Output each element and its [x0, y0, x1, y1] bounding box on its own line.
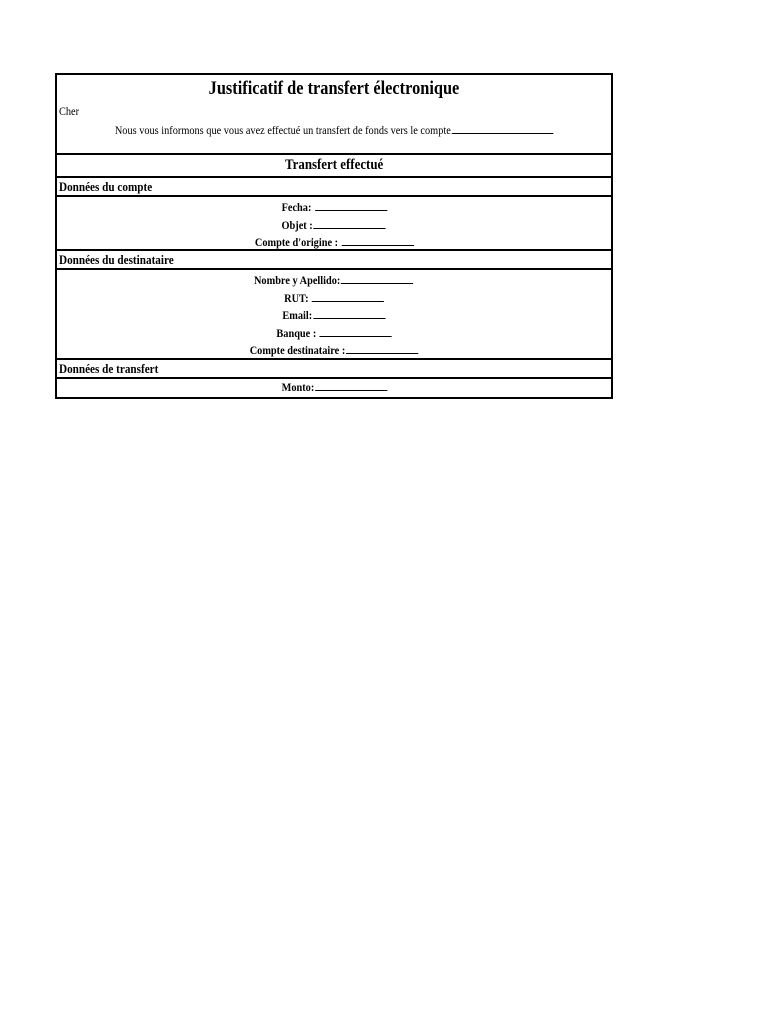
- field-compte-origine: [57, 234, 611, 252]
- transfer-title-row: [57, 155, 611, 178]
- field-banque: [57, 325, 611, 343]
- section-label-recipient: [57, 251, 611, 270]
- section-label-transfer: [57, 360, 611, 379]
- field-compte-destinataire-label: Compte destinataire :: [249, 343, 346, 358]
- field-banque-label: Banque :: [276, 325, 319, 340]
- transfer-receipt-form: [55, 73, 613, 399]
- section-label-account-text: Données du compte: [59, 179, 153, 194]
- document-title: Justificatif de transfert électronique: [208, 78, 460, 99]
- field-compte-origine-label: Compte d'origine :: [254, 235, 341, 250]
- intro-line: [96, 122, 572, 138]
- field-email: [57, 307, 611, 325]
- field-fecha-blank: [315, 199, 387, 211]
- field-email-blank: [313, 307, 385, 319]
- field-email-label: Email:: [282, 308, 313, 323]
- section-label-transfer-text: Données de transfert: [59, 361, 159, 376]
- field-fecha-label: Fecha:: [281, 200, 314, 214]
- field-objet-blank: [314, 217, 386, 229]
- field-compte-destinataire: [57, 342, 611, 360]
- field-nombre-label: Nombre y Apellido:: [254, 273, 341, 287]
- section-label-recipient-text: Données du destinataire: [59, 252, 174, 267]
- field-objet: [57, 217, 611, 235]
- field-monto: [57, 379, 611, 397]
- transfer-fields: [57, 379, 611, 397]
- field-rut: [57, 290, 611, 308]
- section-label-account: [57, 178, 611, 197]
- field-rut-label: RUT:: [283, 290, 311, 305]
- field-fecha: [57, 199, 611, 217]
- field-objet-label: Objet :: [281, 217, 314, 232]
- field-nombre: [57, 272, 611, 290]
- transfer-title: Transfert effectué: [284, 157, 384, 173]
- greeting-text: Cher: [59, 104, 80, 118]
- field-compte-destinataire-blank: [346, 342, 418, 354]
- intro-text: Nous vous informons que vous avez effectué un transfert de fonds vers le compte: [114, 123, 451, 137]
- field-monto-blank: [315, 379, 387, 391]
- field-banque-blank: [320, 325, 392, 337]
- field-nombre-blank: [341, 272, 413, 284]
- account-fields: [57, 197, 611, 251]
- account-blank-line: [452, 122, 553, 134]
- field-rut-blank: [312, 290, 384, 302]
- recipient-fields: [57, 270, 611, 360]
- field-monto-label: Monto:: [281, 380, 314, 394]
- receipt-header: [57, 75, 611, 155]
- field-compte-origine-blank: [341, 234, 413, 246]
